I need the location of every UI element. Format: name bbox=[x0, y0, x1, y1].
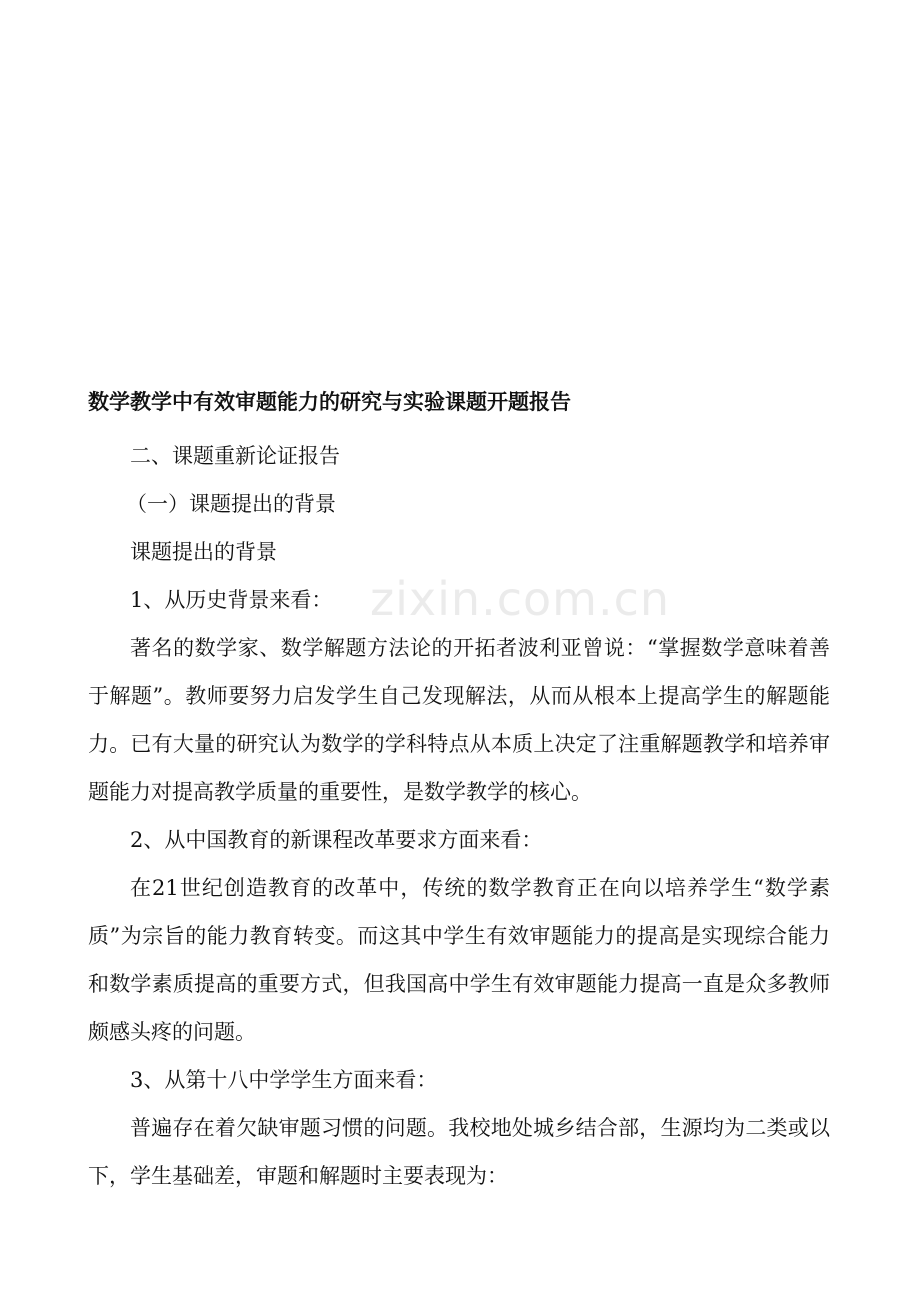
subheading: 课题提出的背景 bbox=[130, 540, 277, 564]
section-heading: 二、课题重新论证报告 bbox=[130, 444, 340, 468]
document-body bbox=[88, 384, 830, 1200]
body-paragraph-1: 著名的数学家、数学解题方法论的开拓者波利亚曾说：“掌握数学意味着善于解题”。教师要努力启发学生自己发现解法，从而从根本上提高学生的解题能力。已有大量的研究认为数学的学科特点从本质上决定了注重解题教学和培养审题能力对提高教学质量的重要性，是数学教学的核心。 bbox=[88, 636, 830, 804]
subsection-heading: （一）课题提出的背景 bbox=[126, 492, 336, 516]
point-heading-2: 2、从中国教育的新课程改革要求方面来看： bbox=[130, 828, 543, 852]
body-paragraph-3: 普遍存在着欠缺审题习惯的问题。我校地处城乡结合部，生源均为二类或以下，学生基础差，审题和解题时主要表现为： bbox=[88, 1116, 830, 1188]
document-title: 数学教学中有效审题能力的研究与实验课题开题报告 bbox=[88, 389, 571, 414]
point-heading-3: 3、从第十八中学学生方面来看： bbox=[130, 1068, 438, 1092]
point-heading-1: 1、从历史背景来看： bbox=[130, 588, 333, 612]
body-paragraph-2: 在21世纪创造教育的改革中，传统的数学教育正在向以培养学生“数学素质”为宗旨的能力教育转变。而这其中学生有效审题能力的提高是实现综合能力和数学素质提高的重要方式，但我国高中学生有效审题能力提高一直是众多教师颇感头疼的问题。 bbox=[88, 876, 830, 1044]
watermark: zixin.com.cn bbox=[370, 572, 671, 626]
